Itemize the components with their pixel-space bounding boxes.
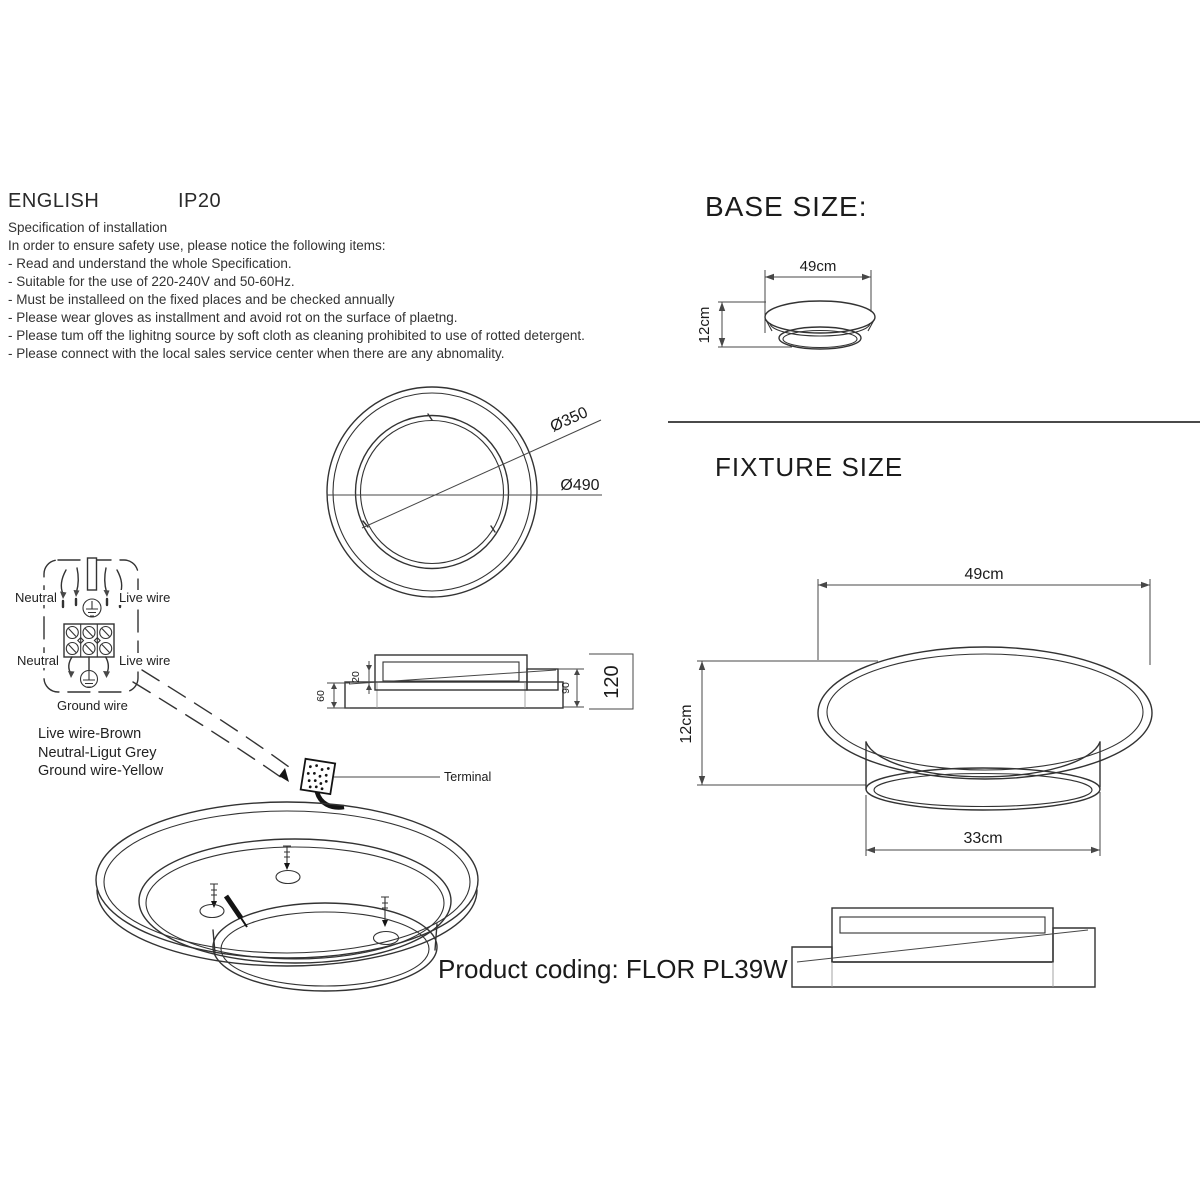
fixture-width-dimension <box>818 566 1150 665</box>
inner-diameter-label: Ø350 <box>547 404 591 436</box>
base-width-label: 49cm <box>799 258 837 275</box>
wire-arrowheads <box>60 590 124 599</box>
fixture-profile-overlay-drawing <box>785 895 1105 995</box>
product-coding: Product coding: FLOR PL39W <box>438 954 788 984</box>
fixture-drum <box>213 903 437 991</box>
base-width-dimension <box>765 258 871 333</box>
dim-120 <box>589 654 633 709</box>
terminal-label: Terminal <box>444 770 492 784</box>
base-size-title: BASE SIZE: <box>705 191 868 222</box>
screwdriver <box>226 896 247 927</box>
ip-rating-label: IP20 <box>178 190 222 212</box>
dim-90 <box>558 669 584 707</box>
spec-item: - Must be installeed on the fixed places and be checked annually <box>8 292 395 307</box>
outer-diameter-dimension <box>327 477 602 495</box>
fixture-size-title: FIXTURE SIZE <box>715 452 904 482</box>
outer-diameter-label: Ø490 <box>560 477 600 494</box>
spec-intro: In order to ensure safety use, please notice the following items: <box>8 238 386 253</box>
rim-profile <box>527 669 558 690</box>
lens-width-label: 33cm <box>963 830 1003 847</box>
base-height-dimension <box>696 302 792 347</box>
fixture-width-label: 49cm <box>964 566 1004 583</box>
dim-20-label: 20 <box>350 671 362 683</box>
dim-60-label: 60 <box>315 690 327 702</box>
live-wire-top-label: Live wire <box>119 590 171 605</box>
base-plate-profile <box>345 682 563 708</box>
fixture-body <box>818 647 1152 810</box>
spec-item: - Suitable for the use of 220-240V and 50-60Hz. <box>8 274 295 289</box>
legend-neutral: Neutral-Ligut Grey <box>38 744 157 761</box>
ground-symbol-top <box>83 599 101 617</box>
spec-item: - Please tum off the lighitng source by soft cloth as cleaning prohibited to use of rotted detergent. <box>8 328 585 343</box>
dim-20 <box>350 661 372 694</box>
spec-title: Specification of installation <box>8 220 168 235</box>
terminal-block <box>64 624 114 657</box>
fixture-size-drawing <box>680 555 1170 875</box>
specification-text <box>8 219 585 363</box>
lens-width-dimension <box>866 792 1100 856</box>
dim-90-label: 90 <box>560 682 572 694</box>
mounting-tick-marks <box>363 414 495 532</box>
wire-color-legend <box>38 725 163 781</box>
live-wire-bottom-label: Live wire <box>119 653 171 668</box>
neutral-bottom-label: Neutral <box>17 653 59 668</box>
base-profile-shape <box>765 301 875 349</box>
base-size-drawing <box>688 248 900 363</box>
language-label: ENGLISH <box>8 190 100 212</box>
fixture-height-dimension <box>678 661 878 785</box>
fixture-profile-drawing <box>305 635 645 720</box>
mounting-screws <box>200 846 399 945</box>
fixture-height-label: 12cm <box>678 704 695 744</box>
neutral-top-label: Neutral <box>15 590 57 605</box>
ground-symbol-bottom <box>81 671 98 688</box>
legend-live: Live wire-Brown <box>38 726 142 742</box>
dim-120-label: 120 <box>601 665 623 699</box>
spec-item: - Please connect with the local sales service center when there are any abnomality. <box>8 346 505 361</box>
inner-diameter-dimension <box>362 404 601 528</box>
spec-item: - Read and understand the whole Specification. <box>8 256 292 271</box>
legend-ground: Ground wire-Yellow <box>38 763 164 779</box>
ground-wire-label: Ground wire <box>57 698 128 713</box>
section-divider <box>668 421 1200 423</box>
spec-item: - Please wear gloves as installment and avoid rot on the surface of plaetng. <box>8 310 458 325</box>
base-height-label: 12cm <box>696 306 713 344</box>
cable-slot <box>88 558 97 590</box>
upper-profile <box>832 908 1053 962</box>
ring-profile <box>375 655 527 690</box>
